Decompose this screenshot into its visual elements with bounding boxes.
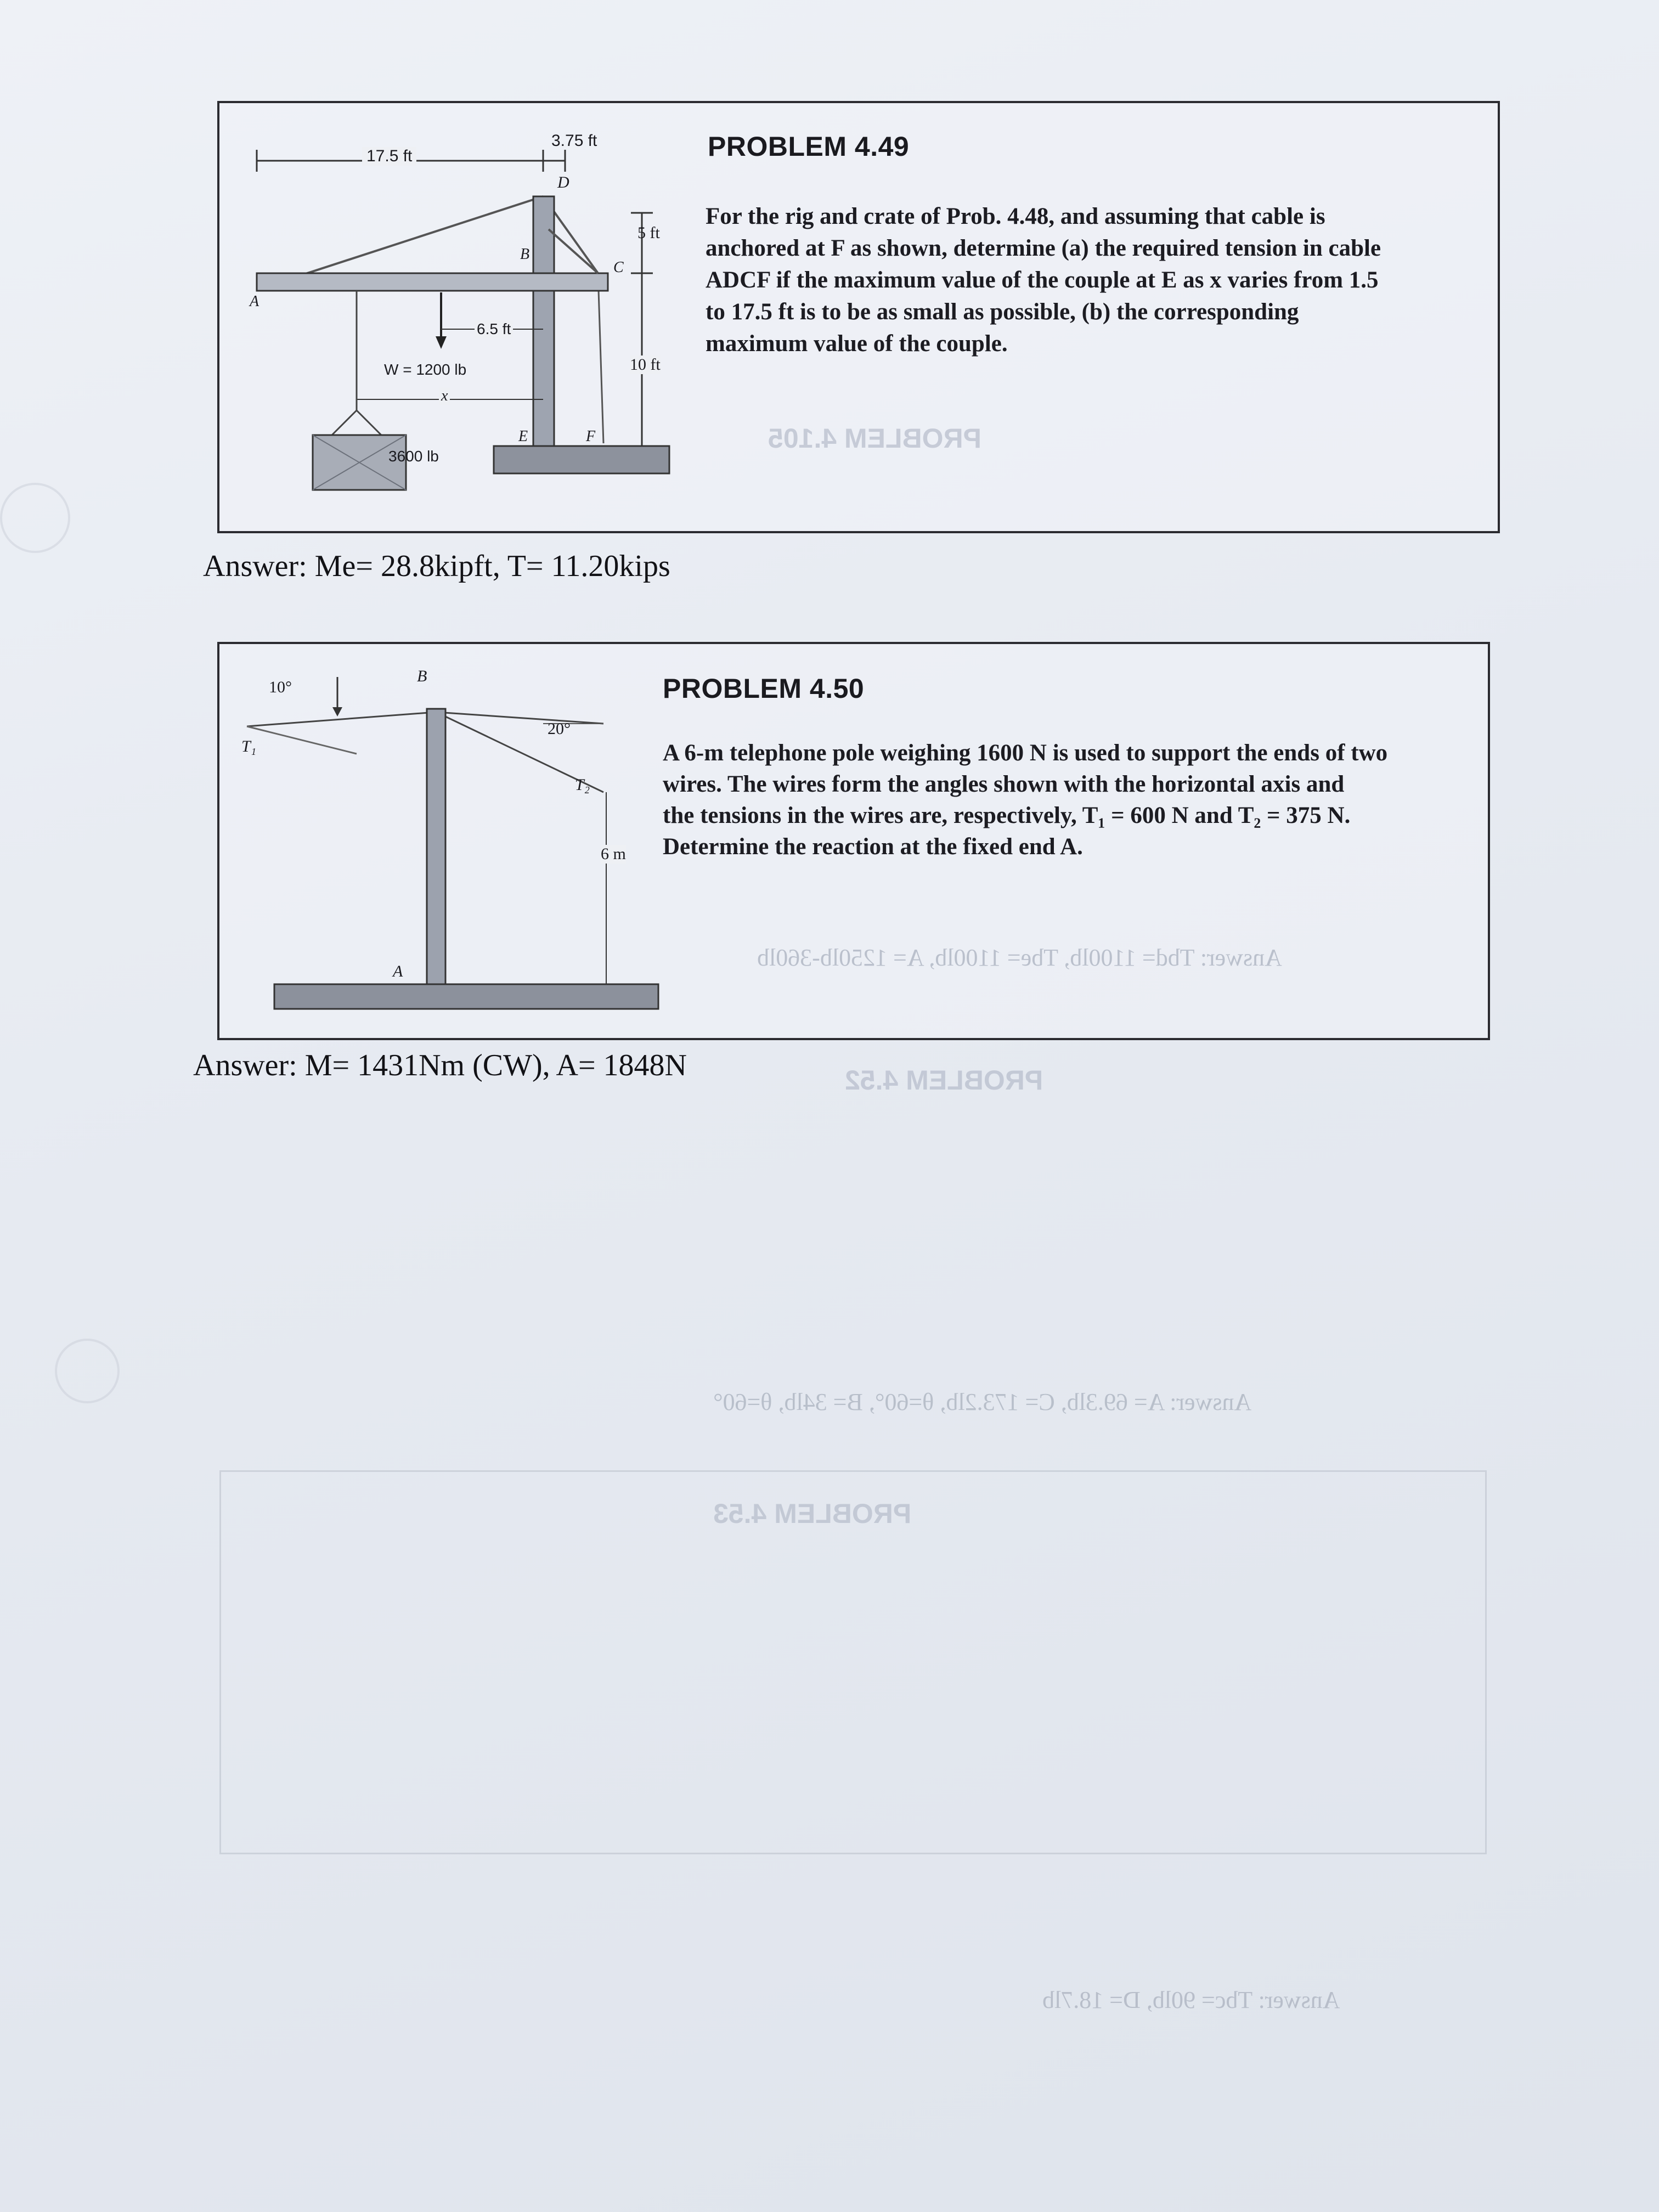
label-C: C [613,259,624,276]
dim-label-10: 10 ft [630,356,661,374]
ghost-answer-1: Answer: Tbd= 1100lb, Tbe= 1100lb, A= 1250lb-360lb [757,944,1282,971]
T2-label: T₂ [575,776,590,794]
ghost-title-1: PROBLEM 4.105 [768,423,982,454]
problem-450-title: PROBLEM 4.50 [663,673,865,704]
problem-449-text [706,201,1474,360]
label-D: D [557,173,569,191]
problem-450-box [217,642,1490,1040]
crate-label: 3600 lb [388,448,439,465]
label-A-pole: A [393,962,403,980]
problem-449-line: anchored at F as shown, determine (a) the required tension in cable [706,235,1381,261]
problem-450-line: A 6-m telephone pole weighing 1600 N is used to support the ends of two [663,740,1388,766]
label-B: B [520,246,530,263]
ghost-circle-mark [55,1339,120,1403]
weight-label: W = 1200 lb [384,361,467,378]
problem-450-line: Determine the reaction at the fixed end A. [663,834,1083,860]
label-E: E [518,428,528,445]
ghost-title-2: PROBLEM 4.52 [845,1065,1043,1096]
problem-449-line: For the rig and crate of Prob. 4.48, and assuming that cable is [706,204,1325,229]
angle-10-label: 10° [269,678,292,696]
T1-label: T₁ [241,737,257,755]
ghost-circle-mark [0,483,70,553]
ghost-answer-2: Answer: A= 69.3lb, C= 173.2lb, θ=60°, B= 34lb, θ=60° [713,1389,1252,1415]
problem-449-line: to 17.5 ft is to be as small as possible, (b) the corresponding [706,299,1299,325]
height-label: 6 m [601,845,626,863]
problem-449-box [217,101,1500,533]
label-A: A [250,293,259,310]
label-B-pole: B [417,667,427,685]
label-F: F [586,428,596,445]
ghost-title-3: PROBLEM 4.53 [713,1498,912,1529]
problem-449-title: PROBLEM 4.49 [708,131,910,162]
telephone-pole-figure [219,644,691,1039]
problem-449-line: ADCF if the maximum value of the couple at E as x varies from 1.5 [706,267,1379,293]
dim-label-6-5: 6.5 ft [475,320,513,338]
problem-449-line: maximum value of the couple. [706,331,1008,357]
problem-449-answer: Answer: Me= 28.8kipft, T= 11.20kips [203,549,670,583]
problem-450-line: the tensions in the wires are, respectively, T₁ = 600 N and T₂ = 375 N. [663,803,1351,828]
dim-label-5: 5 ft [637,224,660,242]
crane-figure [219,103,735,531]
dim-label-17-5: 17.5 ft [362,147,416,166]
ghost-problem-box [219,1470,1487,1854]
problem-450-answer: Answer: M= 1431Nm (CW), A= 1848N [193,1048,687,1082]
problem-450-line: wires. The wires form the angles shown with the horizontal axis and [663,771,1345,797]
angle-20-label: 20° [548,720,571,738]
ghost-answer-3: Answer: Tbc= 90lb, D= 18.7lb [1042,1987,1340,2013]
label-x: x [439,387,450,405]
dim-label-3-75: 3.75 ft [551,132,597,150]
problem-450-text [663,737,1475,862]
